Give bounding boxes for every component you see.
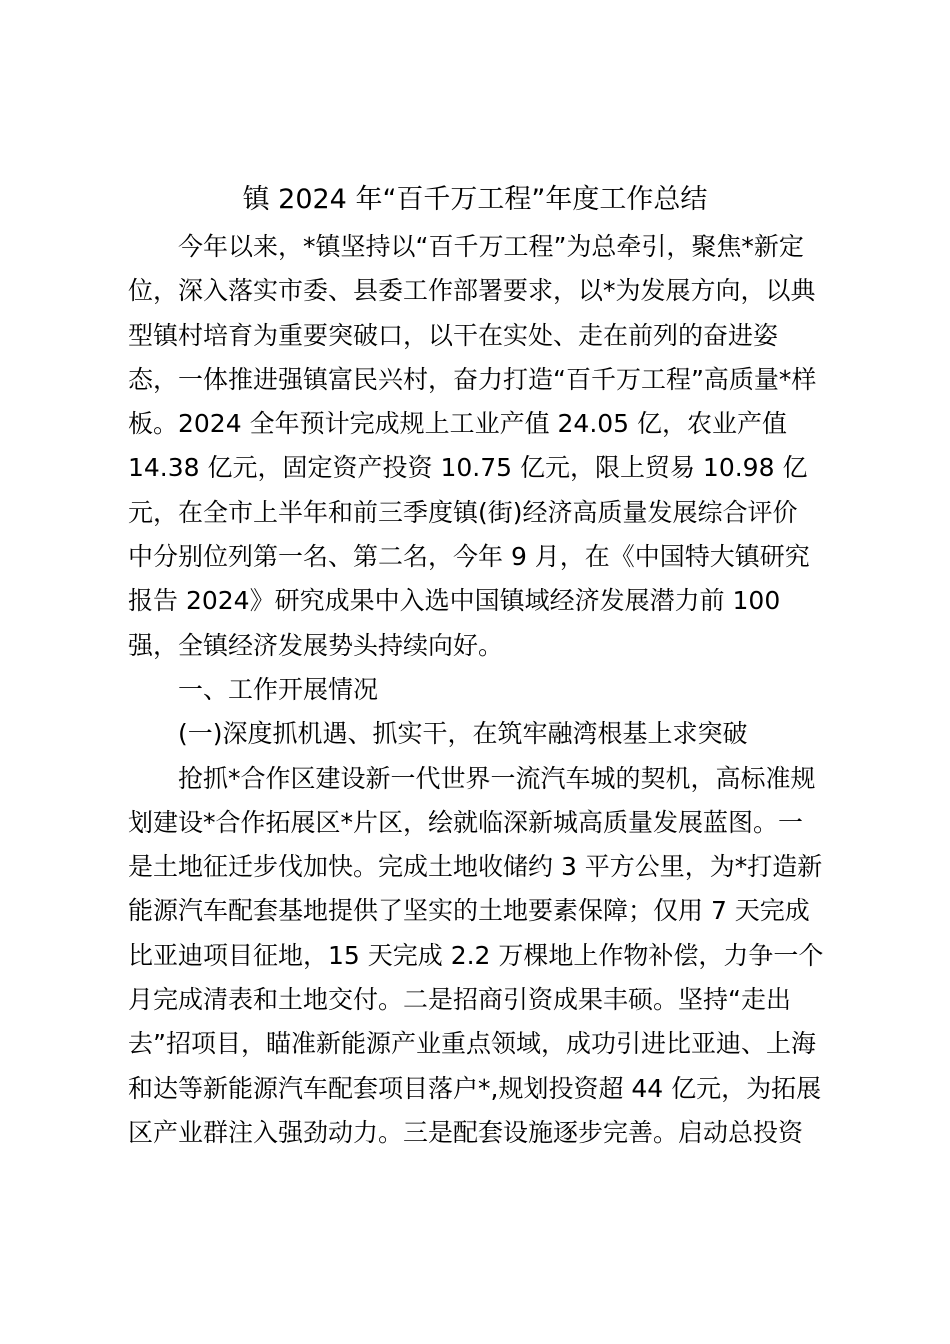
paragraph-line: 比亚迪项目征地，15 天完成 2.2 万棵地上作物补偿，力争一个 (128, 940, 824, 970)
paragraph-line: 中分别位列第一名、第二名，今年 9 月，在《中国特大镇研究 (128, 542, 810, 572)
paragraph-line: 和达等新能源汽车配套项目落户*,规划投资超 44 亿元，为拓展 (128, 1073, 822, 1103)
paragraph-line: 区产业群注入强劲动力。三是配套设施逐步完善。启动总投资 (128, 1117, 804, 1147)
document-title: 镇 2024 年“百千万工程”年度工作总结 (242, 184, 708, 215)
paragraph-line: 抢抓*合作区建设新一代世界一流汽车城的契机，高标准规 (178, 763, 816, 793)
subsection-heading: (一)深度抓机遇、抓实干，在筑牢融湾根基上求突破 (178, 719, 748, 749)
section-heading: 一、工作开展情况 (178, 674, 379, 704)
document-body (128, 225, 838, 1155)
paragraph-line: 型镇村培育为重要突破口，以干在实处、走在前列的奋进姿 (128, 320, 779, 350)
paragraph-line: 板。2024 全年预计完成规上工业产值 24.05 亿，农业产值 (128, 409, 788, 439)
paragraph-line: 14.38 亿元，固定资产投资 10.75 亿元，限上贸易 10.98 亿 (128, 453, 808, 483)
paragraph-line: 强，全镇经济发展势头持续向好。 (128, 630, 504, 660)
paragraph-line: 月完成清表和土地交付。二是招商引资成果丰硕。坚持“走出 (128, 985, 791, 1015)
paragraph-line: 态，一体推进强镇富民兴村，奋力打造“百千万工程”高质量*样 (128, 364, 817, 394)
paragraph-line: 是土地征迁步伐加快。完成土地收储约 3 平方公里，为*打造新 (128, 852, 823, 882)
paragraph-line: 位，深入落实市委、县委工作部署要求，以*为发展方向，以典 (128, 276, 816, 306)
paragraph-line: 报告 2024》研究成果中入选中国镇域经济发展潜力前 100 (128, 586, 781, 616)
paragraph-line: 划建设*合作拓展区*片区，绘就临深新城高质量发展蓝图。一 (128, 807, 804, 837)
paragraph-line: 今年以来，*镇坚持以“百千万工程”为总牵引，聚焦*新定 (178, 232, 804, 261)
paragraph-line: 元，在全市上半年和前三季度镇(街)经济高质量发展综合评价 (128, 497, 798, 527)
paragraph-line: 能源汽车配套基地提供了坚实的土地要素保障；仅用 7 天完成 (128, 896, 810, 926)
paragraph-line: 去”招项目，瞄准新能源产业重点领域，成功引进比亚迪、上海 (128, 1029, 816, 1059)
